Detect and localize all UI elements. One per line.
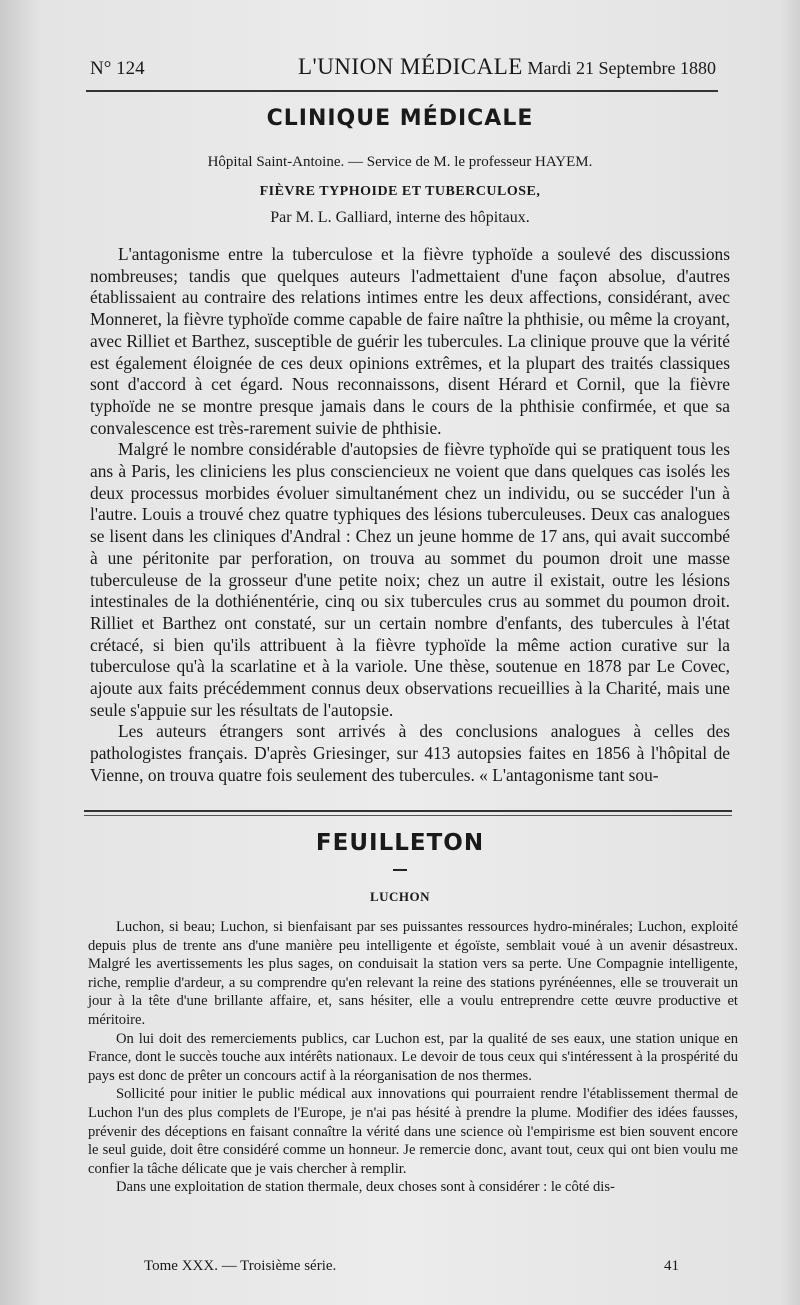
service-text: Hôpital Saint-Antoine. — Service de M. le professeur HAYEM. bbox=[207, 154, 593, 170]
issue-date: Mardi 21 Septembre 1880 bbox=[527, 58, 716, 78]
feuilleton-subheading: LUCHON bbox=[369, 889, 431, 904]
journal-title: L'UNION MÉDICALE bbox=[298, 54, 523, 79]
feuilleton-paragraph: On lui doit des remerciements publics, car Luchon est, par la qualité de ses eaux, une station unique en France, dont le succès touche aux intérêts nationaux. Le devoir de tous ceux qui s'intéressent à la prospérité du pays est donc de prêter un concours actif à la réorganisation de nos thermes. bbox=[88, 1030, 738, 1084]
feuilleton-rule-bottom bbox=[84, 815, 732, 816]
feuilleton-paragraph: Sollicité pour initier le public médical aux innovations qui pourraient rendre l'établissement thermal de Luchon l'un des plus complets de l'Europe, je n'ai pas hésité à prendre la plume. Modifier des idées fausses, prévenir des déceptions en faisant connaître la vérité dans une science où l'empirisme est bien souvent encore le seul guide, doit être considéré comme un honneur. Je remercie donc, avant tout, ceux qui ont bien voulu me confier la tâche délicate que je vais chercher à remplir. bbox=[88, 1086, 738, 1177]
feuilleton-dash bbox=[393, 869, 407, 871]
issue-number: N° 124 bbox=[90, 58, 145, 79]
clinique-paragraph: L'antagonisme entre la tuberculose et la fièvre typhoïde a soulevé des discussions nombreuses; tandis que quelques auteurs l'admettaient d'une façon absolue, d'autres établissaient au contraire des relations intimes entre les deux affections, considérant, avec Monneret, la fièvre typhoïde comme capable de faire naître la phthisie, ou même la croyant, avec Rilliet et Barthez, susceptible de guérir les tubercules. La clinique prouve que la vérité est également éloignée de ces deux opinions extrêmes, et la plupart des traités classiques sont d'accord à cet égard. Nous reconnaissons, disent Hérard et Cornil, que la fièvre typhoïde ne se montre presque jamais dans le cours de la phthisie confirmée, et que sa convalescence est très-rarement suivie de phthisie. bbox=[90, 244, 730, 438]
clinique-paragraph: Les auteurs étrangers sont arrivés à des conclusions analogues à celles des pathologistes français. D'après Griesinger, sur 413 autopsies faites en 1856 à l'hôpital de Vienne, on trouva quatre fois seulement des tubercules. « L'antagonisme tant sou- bbox=[90, 721, 730, 785]
tome-label: Tome XXX. — Troisième série. bbox=[144, 1258, 337, 1274]
clinique-body bbox=[90, 244, 730, 787]
page-header bbox=[90, 54, 716, 84]
article-author: Par M. L. Galliard, interne des hôpitaux. bbox=[270, 209, 530, 226]
feuilleton-heading: FEUILLETON bbox=[315, 830, 485, 856]
feuilleton-paragraph: Luchon, si beau; Luchon, si bienfaisant par ses puissantes ressources hydro-minérales; Luchon, exploité depuis plus de trente ans d'une manière peu intelligente et égoïste, semblait voué à un avenir désastreux. Malgré les avertissements les plus sages, on conduisait la station vers sa perte. Une Compagnie intelligente, riche, remplie d'ardeur, a su comprendre qu'en relevant la reine des stations pyrénéennes, elle se trouverait un jour à la tête d'une brillante affaire, et, sans hésiter, elle a voulu entreprendre cette œuvre productive et méritoire. bbox=[88, 919, 738, 1028]
service-line bbox=[0, 154, 800, 171]
feuilleton-body bbox=[88, 918, 738, 1197]
article-subject: FIÈVRE TYPHOIDE ET TUBERCULOSE, bbox=[259, 184, 541, 199]
feuilleton-rule-top bbox=[84, 810, 732, 812]
clinique-paragraph: Malgré le nombre considérable d'autopsies de fièvre typhoïde qui se pratiquent tous les ans à Paris, les cliniciens les plus consciencieux ne voient que dans quelques cas isolés les deux processus morbides évoluer simultanément chez un individu, ou se succéder l'un à l'autre. Louis a trouvé chez quatre typhiques des lésions tuberculeuses. Deux cas analogues se lisent dans les cliniques d'Andral : Chez un jeune homme de 17 ans, qui avait succombé à une péritonite par perforation, on trouva au sommet du poumon droit une masse tuberculeuse de la grosseur d'une petite noix; chez un autre il existait, outre les lésions intestinales de la dothiénentérie, cinq ou six tubercules crus au sommet du poumon droit. Rilliet et Barthez ont constaté, sur un certain nombre d'enfants, des tubercules à l'état crétacé, si bien qu'ils attribuent à la fièvre typhoïde la même action curative sur la tuberculose qu'à la scarlatine et à la variole. Une thèse, soutenue en 1878 par Le Covec, ajoute aux faits précédemment connus deux observations recueillies à la Charité, mais une seule s'appuie sur les résultats de l'autopsie. bbox=[90, 439, 730, 720]
feuilleton-paragraph: Dans une exploitation de station thermale, deux choses sont à considérer : le côté dis- bbox=[116, 1179, 615, 1196]
clinique-heading: CLINIQUE MÉDICALE bbox=[266, 106, 534, 131]
page-number: 41 bbox=[664, 1258, 679, 1274]
header-rule bbox=[86, 90, 718, 92]
